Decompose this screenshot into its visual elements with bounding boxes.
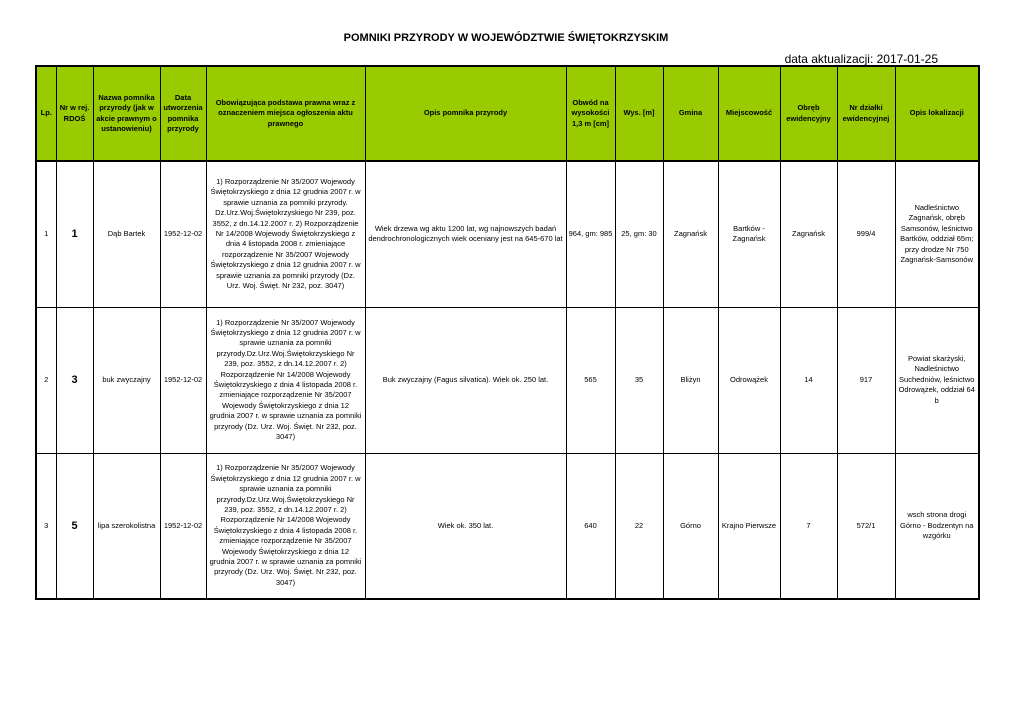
page-title: POMNIKI PRZYRODY W WOJEWÓDZTWIE ŚWIĘTOKRZYSKIM xyxy=(343,32,669,44)
cell-description: Buk zwyczajny (Fagus silvatica). Wiek ok. 250 lat. xyxy=(365,307,566,453)
cell-obreb: 14 xyxy=(780,307,837,453)
cell-obreb: Zagnańsk xyxy=(780,161,837,307)
cell-obreb: 7 xyxy=(780,453,837,599)
header-row xyxy=(36,66,979,161)
col-header-name: Nazwa pomnika przyrody (jak w akcie prawnym o ustanowieniu) xyxy=(93,66,160,161)
update-date: data aktualizacji: 2017-01-25 xyxy=(784,52,938,66)
cell-plot: 999/4 xyxy=(837,161,895,307)
col-header-legal: Obowiązująca podstawa prawna wraz z oznaczeniem miejsca ogłoszenia aktu prawnego xyxy=(206,66,365,161)
cell-plot: 572/1 xyxy=(837,453,895,599)
cell-legal: 1) Rozporządzenie Nr 35/2007 Wojewody Świętokrzyskiego z dnia 12 grudnia 2007 r. w sprawie uznania za pomniki przyrody. Dz.Urz.Woj.Świętokrzyskiego Nr 239, poz. 3552, z dn.14.12.2007 r. 2) Rozporządzenie Nr 14/2008 Wojewody Świętokrzyskiego z dnia 4 listopada 2008 r. zmieniające rozporządzenie Nr 35/2007 Wojewody Świętokrzyskiego z dnia 12 grudnia 2007 r. w sprawie uznania za pomniki przyrody (Dz. Urz. Woj. Święt. Nr 232, poz. 3047) xyxy=(206,161,365,307)
cell-lp: 2 xyxy=(36,307,56,453)
cell-town: Odrowążek xyxy=(718,307,780,453)
table-row xyxy=(36,307,979,453)
cell-name: buk zwyczajny xyxy=(93,307,160,453)
col-header-lp: Lp. xyxy=(36,66,56,161)
cell-town: Krajno Pierwsze xyxy=(718,453,780,599)
cell-gmina: Górno xyxy=(663,453,718,599)
cell-location: Powiat skarżyski, Nadleśnictwo Suchedniów, leśnictwo Odrowążek, oddział 64 b xyxy=(895,307,979,453)
cell-description: Wiek ok. 350 lat. xyxy=(365,453,566,599)
col-header-town: Miejscowość xyxy=(718,66,780,161)
cell-town: Bartków - Zagnańsk xyxy=(718,161,780,307)
cell-nr: 5 xyxy=(56,453,93,599)
cell-name: lipa szerokolistna xyxy=(93,453,160,599)
col-header-date: Data utworzenia pomnika przyrody xyxy=(160,66,206,161)
cell-name: Dąb Bartek xyxy=(93,161,160,307)
cell-height: 35 xyxy=(615,307,663,453)
col-header-location: Opis lokalizacji xyxy=(895,66,979,161)
col-header-circumference: Obwód na wysokości 1,3 m [cm] xyxy=(566,66,615,161)
cell-date: 1952-12-02 xyxy=(160,307,206,453)
table-row xyxy=(36,161,979,307)
cell-date: 1952-12-02 xyxy=(160,161,206,307)
col-header-obreb: Obręb ewidencyjny xyxy=(780,66,837,161)
cell-circumference: 565 xyxy=(566,307,615,453)
cell-location: Nadleśnictwo Zagnańsk, obręb Samsonów, leśnictwo Bartków, oddział 65m; przy drodze Nr 750 Zagnańsk-Samsonów xyxy=(895,161,979,307)
cell-height: 22 xyxy=(615,453,663,599)
cell-nr: 3 xyxy=(56,307,93,453)
col-header-height: Wys. [m] xyxy=(615,66,663,161)
cell-description: Wiek drzewa wg aktu 1200 lat, wg najnowszych badań dendrochronologicznych wiek oceniany jest na 645-670 lat xyxy=(365,161,566,307)
cell-circumference: 640 xyxy=(566,453,615,599)
cell-lp: 1 xyxy=(36,161,56,307)
cell-date: 1952-12-02 xyxy=(160,453,206,599)
table-row xyxy=(36,453,979,599)
col-header-gmina: Gmina xyxy=(663,66,718,161)
cell-nr: 1 xyxy=(56,161,93,307)
cell-gmina: Bliżyn xyxy=(663,307,718,453)
cell-circumference: 964, gm: 985 xyxy=(566,161,615,307)
col-header-plot: Nr działki ewidencyjnej xyxy=(837,66,895,161)
col-header-description: Opis pomnika przyrody xyxy=(365,66,566,161)
cell-lp: 3 xyxy=(36,453,56,599)
cell-legal: 1) Rozporządzenie Nr 35/2007 Wojewody Świętokrzyskiego z dnia 12 grudnia 2007 r. w sprawie uznania za pomniki przyrody.Dz.Urz.Woj.Świętokrzyskiego Nr 239, poz. 3552, z dn.14.12.2007 r. 2) Rozporządzenie Nr 14/2008 Wojewody Świętokrzyskiego z dnia 4 listopada 2008 r. zmieniające rozporządzenie Nr 35/2007 Wojewody Świętokrzyskiego z dnia 12 grudnia 2007 r. w sprawie uznania za pomniki przyrody (Dz. Urz. Woj. Święt. Nr 232, poz. 3047) xyxy=(206,307,365,453)
cell-location: wsch strona drogi Górno - Bodzentyn na wzgórku xyxy=(895,453,979,599)
cell-gmina: Zagnańsk xyxy=(663,161,718,307)
cell-legal: 1) Rozporządzenie Nr 35/2007 Wojewody Świętokrzyskiego z dnia 12 grudnia 2007 r. w sprawie uznania za pomniki przyrody.Dz.Urz.Woj.Świętokrzyskiego Nr 239, poz. 3552, z dn.14.12.2007 r. 2) Rozporządzenie Nr 14/2008 Wojewody Świętokrzyskiego z dnia 4 listopada 2008 r. zmieniające rozporządzenie Nr 35/2007 Wojewody Świętokrzyskiego z dnia 12 grudnia 2007 r. w sprawie uznania za pomniki przyrody (Dz. Urz. Woj. Święt. Nr 232, poz. 3047) xyxy=(206,453,365,599)
monuments-table xyxy=(35,65,980,600)
cell-height: 25, gm: 30 xyxy=(615,161,663,307)
col-header-nr: Nr w rej. RDOŚ xyxy=(56,66,93,161)
cell-plot: 917 xyxy=(837,307,895,453)
